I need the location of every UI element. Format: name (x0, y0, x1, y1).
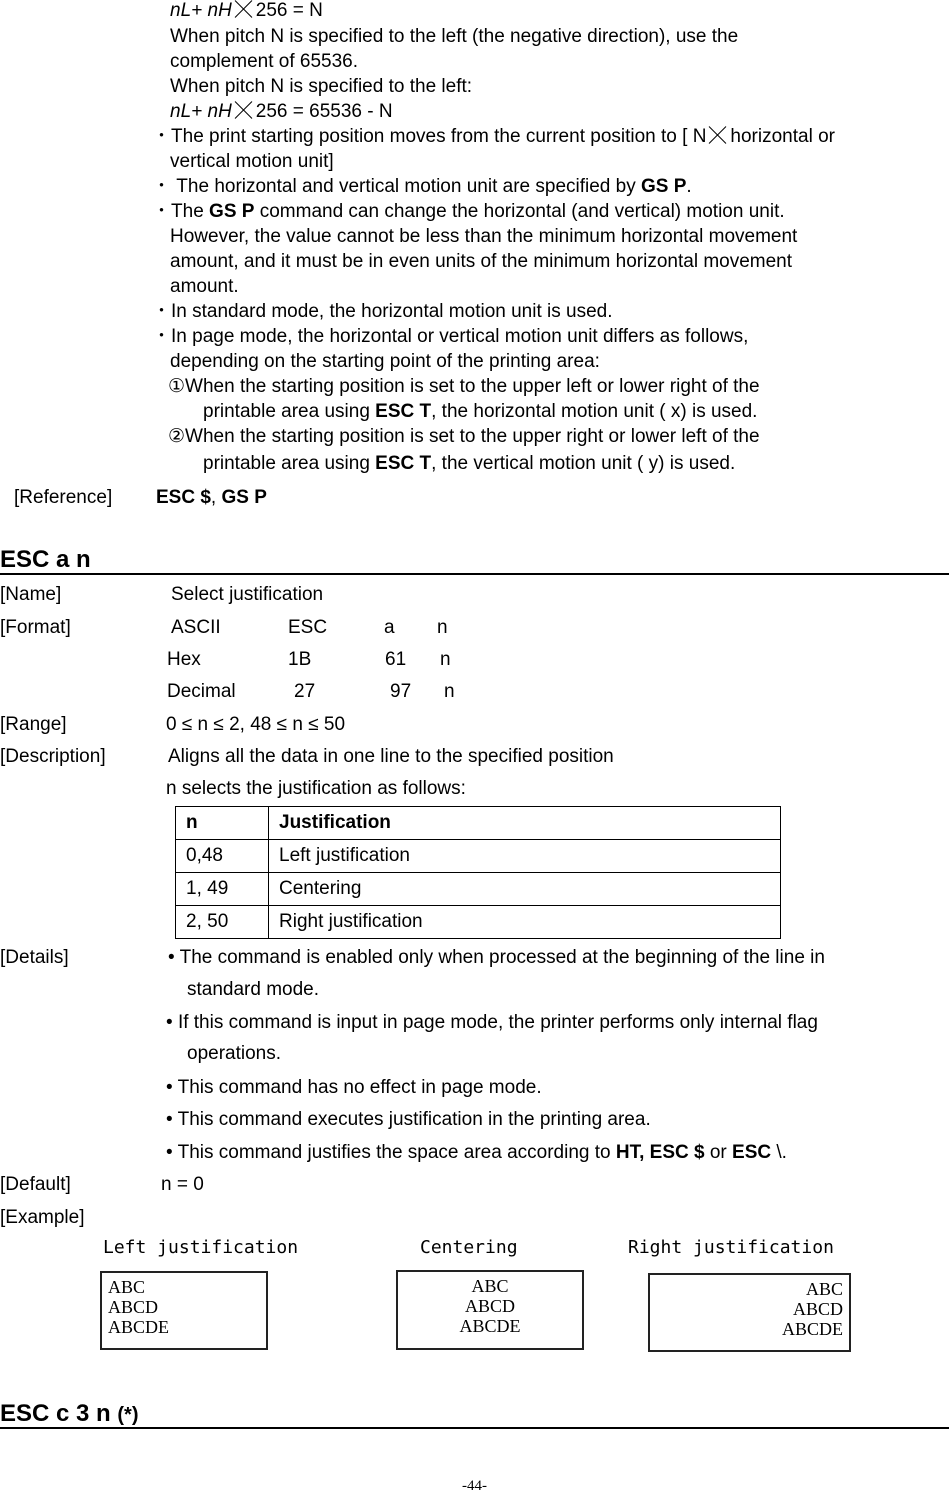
text-line: When pitch N is specified to the left: (170, 76, 473, 97)
example-box-right (648, 1273, 851, 1352)
detail-text: This command justifies the space area according to (177, 1142, 616, 1163)
format-cell: 1B (288, 649, 312, 670)
page-number: -44- (462, 1478, 487, 1494)
table-cell: Centering (269, 873, 781, 906)
detail-text: The command is enabled only when processed at the beginning of the line in (179, 947, 825, 968)
details-label: [Details] (0, 947, 69, 968)
example-label: [Example] (0, 1207, 85, 1228)
description-label: [Description] (0, 746, 106, 767)
detail-text: If this command is input in page mode, the printer performs only internal flag (177, 1012, 818, 1033)
name-value: Select justification (171, 584, 324, 605)
table-row (176, 873, 781, 906)
command-ref: ESC T (375, 401, 432, 422)
format-cell: n (437, 617, 448, 638)
numbered-item-1-cont (203, 401, 757, 423)
example-box-center (396, 1270, 584, 1350)
example-caption-left: Left justification (103, 1237, 299, 1258)
bullet-icon: • (168, 947, 175, 968)
reference-label: [Reference] (14, 487, 113, 508)
table-header-row (176, 807, 781, 840)
detail-item (166, 1109, 651, 1131)
text: printable area using (203, 401, 376, 422)
format-cell: 97 (390, 681, 412, 702)
bullet-item (152, 176, 692, 198)
text-line: amount, and it must be in even units of the minimum horizontal movement (170, 251, 793, 272)
example-box-left (100, 1271, 268, 1350)
text-line: complement of 65536. (170, 51, 359, 72)
example-line: ABC (805, 1279, 843, 1299)
bullet-text: In standard mode, the horizontal motion unit is used. (171, 301, 613, 322)
detail-item (166, 1142, 787, 1164)
example-line: ABCDE (781, 1319, 843, 1339)
bullet-text: . (686, 176, 692, 197)
command-ref: ESC (732, 1142, 772, 1163)
formula-nl-nh (170, 0, 323, 22)
text: , the horizontal motion unit ( x) is used. (431, 401, 758, 422)
text: printable area using (203, 453, 376, 474)
format-cell: n (444, 681, 455, 702)
justification-table (175, 806, 781, 939)
formula-negative (170, 101, 393, 123)
command-ref: HT, ESC $ (615, 1142, 705, 1163)
numbered-item-2: ②When the starting position is set to the upper right or lower left of the (168, 426, 760, 447)
section-title-esc-a: ESC a n (0, 548, 949, 575)
formula-rhs: 256 = N (255, 0, 323, 21)
bullet-text: The print starting position moves from the current position to [ N (171, 126, 707, 147)
text-line: amount. (170, 276, 239, 297)
format-cell: Decimal (167, 681, 236, 702)
bullet-text: horizontal or (730, 126, 835, 147)
example-line: ABCD (464, 1296, 515, 1316)
text: , the vertical motion unit ( y) is used. (431, 453, 736, 474)
format-cell: ESC (288, 617, 328, 638)
bullet-text: The horizontal and vertical motion unit are specified by (171, 176, 641, 197)
bullet-item (152, 301, 613, 323)
table-header: n (176, 807, 269, 840)
command-ref: GS P (209, 201, 255, 222)
example-caption-center: Centering (420, 1237, 518, 1258)
example-line: ABCD (108, 1297, 159, 1317)
command-ref: GS P (641, 176, 687, 197)
detail-item (166, 1077, 542, 1099)
bullet-icon: ・ (152, 201, 172, 222)
command-ref: ESC $ (156, 487, 211, 508)
multiply-icon (235, 0, 253, 18)
format-cell: a (384, 617, 395, 638)
formula-rhs: 256 = 65536 - N (255, 101, 393, 122)
example-line: ABCDE (459, 1316, 521, 1336)
bullet-icon: ・ (152, 176, 172, 197)
multiply-icon (235, 101, 253, 119)
example-line: ABCD (792, 1299, 843, 1319)
bullet-icon: ・ (152, 126, 172, 147)
separator: , (210, 487, 222, 508)
range-label: [Range] (0, 714, 67, 735)
detail-text: \. (771, 1142, 787, 1163)
detail-text: This command executes justification in the printing area. (177, 1109, 651, 1130)
example-caption-right: Right justification (628, 1237, 834, 1258)
bullet-icon: • (166, 1012, 173, 1033)
section-title-esc-c3 (0, 1402, 949, 1429)
text-line: However, the value cannot be less than the minimum horizontal movement (170, 226, 798, 247)
table-cell: 1, 49 (176, 873, 269, 906)
bullet-icon: • (166, 1142, 173, 1163)
format-cell: 61 (385, 649, 407, 670)
range-value: 0 ≤ n ≤ 2, 48 ≤ n ≤ 50 (166, 714, 346, 735)
text-line: When pitch N is specified to the left (the negative direction), use the (170, 26, 739, 47)
detail-text: operations. (187, 1043, 282, 1064)
table-row (176, 906, 781, 939)
section-title-text: ESC c 3 n (0, 1400, 118, 1427)
format-cell: n (440, 649, 451, 670)
multiply-icon (709, 126, 727, 144)
text-line: vertical motion unit] (170, 151, 334, 172)
table-cell: Right justification (269, 906, 781, 939)
reference-value (156, 487, 267, 509)
description-text: n selects the justification as follows: (166, 778, 466, 799)
name-label: [Name] (0, 584, 62, 605)
numbered-item-1: ①When the starting position is set to the upper left or lower right of the (168, 376, 760, 397)
example-line: ABCDE (108, 1317, 170, 1337)
bullet-item (152, 326, 748, 348)
bullet-icon: • (166, 1077, 173, 1098)
bullet-text: In page mode, the horizontal or vertical motion unit differs as follows, (171, 326, 749, 347)
format-cell: Hex (167, 649, 201, 670)
section-title-suffix: (*) (117, 1404, 139, 1426)
table-header: Justification (269, 807, 781, 840)
format-cell: ASCII (171, 617, 221, 638)
bullet-text: The (171, 201, 210, 222)
format-label: [Format] (0, 617, 71, 638)
detail-item (168, 947, 825, 969)
detail-text: This command has no effect in page mode. (177, 1077, 542, 1098)
bullet-text: command can change the horizontal (and vertical) motion unit. (254, 201, 785, 222)
text-line: depending on the starting point of the printing area: (170, 351, 600, 372)
formula-lhs: nL+ nH (170, 101, 232, 122)
description-text: Aligns all the data in one line to the specified position (168, 746, 614, 767)
default-label: [Default] (0, 1174, 71, 1195)
table-cell: Left justification (269, 840, 781, 873)
numbered-item-2-cont (203, 453, 735, 475)
default-value: n = 0 (161, 1174, 204, 1195)
formula-lhs: nL+ nH (170, 0, 232, 21)
example-line: ABC (108, 1277, 146, 1297)
bullet-icon: ・ (152, 326, 172, 347)
detail-item (166, 1012, 818, 1034)
bullet-icon: • (166, 1109, 173, 1130)
command-ref: ESC T (375, 453, 432, 474)
example-line: ABC (471, 1276, 509, 1296)
bullet-icon: ・ (152, 301, 172, 322)
table-cell: 0,48 (176, 840, 269, 873)
command-ref: GS P (221, 487, 267, 508)
table-cell: 2, 50 (176, 906, 269, 939)
format-cell: 27 (294, 681, 316, 702)
bullet-item (152, 126, 835, 148)
detail-text: standard mode. (187, 979, 320, 1000)
detail-text: or (704, 1142, 733, 1163)
table-row (176, 840, 781, 873)
bullet-item (152, 201, 785, 223)
